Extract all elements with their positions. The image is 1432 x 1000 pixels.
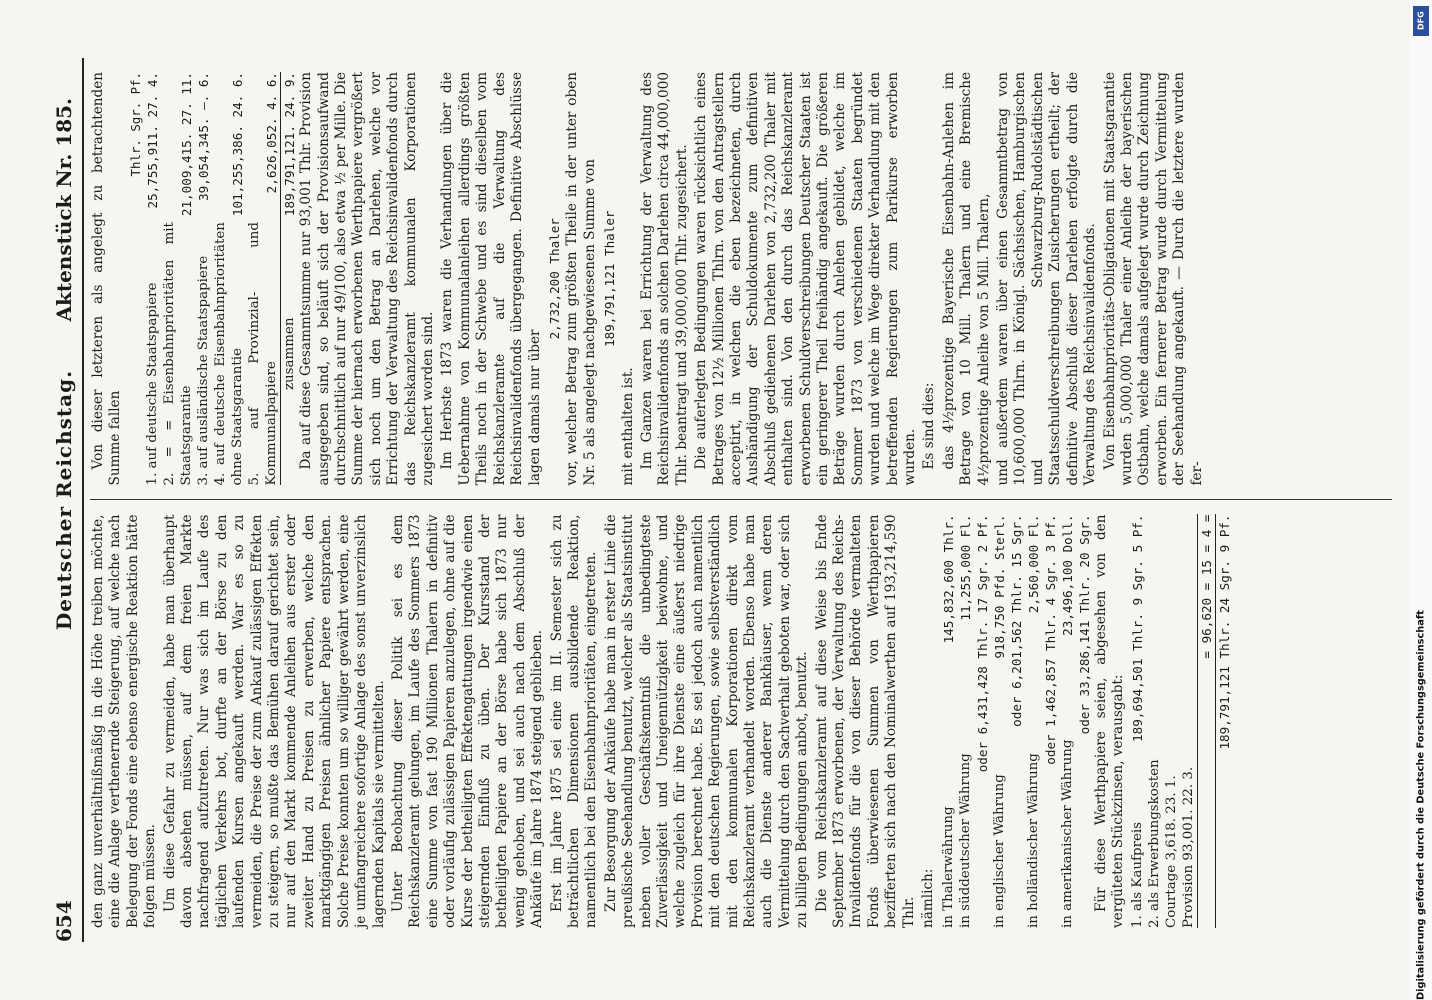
table-row — [1025, 515, 1042, 929]
paragraph: das 4½prozentige Bayerische Eisenbahn-Anlehen im Betrage von 10 Mill. Thalern und eine Bremische 4½prozentige Anleihe von 5 Mill. Thalern, — [940, 72, 992, 486]
paragraph: Von dieser letzteren als angelegt zu betrachtenden Summe fallen — [90, 72, 124, 486]
currency-equivalent: oder 33,286,141 Thlr. 20 Sgr. — [1076, 514, 1092, 735]
table-row — [1008, 515, 1025, 929]
currency-equivalent: oder 1,462,857 Thlr. 4 Sgr. 3 Pf. — [1042, 514, 1058, 765]
investment-amount: 2,626,052. 4. 6. — [264, 72, 280, 194]
costs-table — [1129, 515, 1233, 929]
left-column — [90, 500, 1392, 943]
investment-label: 2. = = Eisenbahnprioritäten mit Staatsgarantie — [162, 222, 195, 486]
paragraph: nämlich: — [920, 868, 937, 928]
currency-amount: 2,560,000 Fl. — [1025, 514, 1041, 614]
paragraph: Es sind dies: — [921, 382, 938, 470]
table-row — [991, 515, 1008, 929]
total-label: zusammen — [281, 216, 299, 485]
paragraph: Im Herbste 1873 waren die Verhandlungen über die Uebernahme von Kommunalanleihen allerdings größten Theils noch in der Schwebe und es sind dieselben vom Reichskanzleramte auf die Verwaltung des Reichsinvalidenfonds übergegangen. Definitive Abschlüsse lagen damals nur über — [439, 72, 543, 486]
units-header: Thlr. Sgr. Pf. — [127, 72, 143, 177]
table-row — [144, 72, 161, 486]
document-number: Aktenstück Nr. 185. — [52, 98, 76, 322]
table-row — [940, 515, 957, 929]
table-row — [957, 515, 974, 929]
currency-table — [940, 515, 1093, 929]
dfg-logo: DFG — [1413, 6, 1429, 36]
page-number: 654 — [52, 900, 76, 942]
investment-amount: 21,009,415. 27. 11. — [179, 72, 195, 217]
right-column — [90, 58, 1392, 500]
currency-amount: 918,750 Pfd. Sterl. — [991, 514, 1007, 659]
currency-amount: 23,496,100 Doll. — [1059, 514, 1075, 636]
centered-figure: 2,732,200 Thaler — [546, 218, 562, 340]
paragraph: und außerdem waren über einen Gesammtbetrag von 10,600,000 Thlrn. in Königl. Sächsischen, Hamburgischen und Schwarzburg-Rudolstädtischen Staatsschuldverschreibungen Zusicherungen ertheilt; der definitive Abschluß dieser Darlehen erfolgte durch die Verwaltung des Reichsinvalidenfonds. — [995, 72, 1099, 486]
currency-amount: 11,255,000 Fl. — [957, 514, 973, 621]
table-row — [1180, 515, 1198, 929]
table-row — [1129, 515, 1146, 929]
table-row — [246, 72, 281, 486]
paragraph: Die vom Reichskanzleramt auf diese Weise bis Ende September 1873 erworbenen, der Verwaltung des Reichs-Invalidenfonds für die von dieser Behörde vermalteten Fonds überwiesenen Summen von Werthpapieren bezifferten sich nach den Nominalwerthen auf 193,214,590 Thlr. — [813, 514, 917, 928]
paragraph: den ganz unverhältnißmäßig in die Höhe treiben möchte, eine die Anlage verthenernde Steigerung, auf welche nach Belegung der Fonds eine ebenso energische Reaktion hätte folgen müssen. — [90, 514, 159, 928]
paragraph: Unter Beobachtung dieser Politik sei es dem Reichskanzleramt gelungen, im Laufe des Sommers 1873 eine Summe von fast 190 Millionen Thalern in definitiv oder vorläufig zulässigen Papieren anzulegen, ohne auf die Kurse der betheiligten Effektengattungen irgendwie einen steigernden Einfluß zu üben. Der Kursstand der betheiligten Papiere an der Börse habe sich 1873 nur wenig gehoben, und sei auch nach dem Abschluß der Ankäufe im Jahre 1874 steigend geblieben. — [389, 514, 546, 928]
cost-label: Courtage 3,618. 23. 1. — [1164, 775, 1180, 928]
investment-label: 3. auf ausländische Staatspapiere — [196, 255, 212, 486]
running-head — [46, 58, 84, 942]
currency-label: in süddeutscher Währung — [957, 753, 973, 928]
paragraph: vor, welcher Betrag zum größten Theile in der unter oben Nr. 5 als angelegt nachgewiesenen Summe von — [564, 72, 598, 486]
page-title: Deutscher Reichstag. — [52, 369, 76, 631]
total-amount: 189,791,121. 24. 9. — [282, 72, 298, 217]
currency-amount: 145,832,600 Thlr. — [940, 514, 956, 644]
table-row — [1076, 515, 1093, 929]
paragraph: Von Eisenbahnprioritäts-Obligationen mit Staatsgarantie wurden 5,000,000 Thaler einer Anleihe der bayerischen Ostbahn, welche damals aufgelegt wurde durch Zeichnung erworben. Ein fernerer Betrag wurde durch Vermittelung der Seehandlung angekauft. — Durch die letztere wurden fer- — [1101, 72, 1205, 486]
currency-equivalent: oder 6,431,428 Thlr. 17 Sgr. 2 Pf. — [974, 514, 990, 773]
cost-label: Provision 93,001. 22. 3. — [1181, 766, 1197, 928]
table-row — [212, 72, 246, 486]
paragraph: Um diese Gefahr zu vermeiden, habe man überhaupt davon absehen müssen, auf dem freien Markte nachfragend aufzutreten. Nur was sich im Laufe des täglichen Verkehrs bot, durfte an der Börse zu den laufenden Kursen angekauft werden. War es so zu vermeiden, die Preise der zum Ankauf zulässigen Effekten zu steigern, so mußte das Bemühen darauf gerichtet sein, nur auf den Markt kommende Anleihen aus erster oder zweiter Hand zu Preisen zu erwerben, welche den marktgängigen Preisen ähnlicher Papiere entsprachen. Solche Preise konnten um so williger gewährt werden, eine je umfangreichere sofortige Anlage des sonst unverzinslich lagernden Kapitals sie vermittelten. — [161, 514, 387, 928]
paragraph: Für diese Werthpapiere seien, abgesehen von den vergüteten Stückzinsen, verausgabt: — [1092, 514, 1126, 928]
table-row — [281, 72, 299, 486]
cost-amount: 189,694,501 Thlr. 9 Sgr. 5 Pf. — [1130, 514, 1146, 742]
table-row — [1059, 515, 1076, 929]
costs-total: 189,791,121 Thlr. 24 Sgr. 9 Pf. — [1216, 515, 1234, 929]
paragraph: Da auf diese Gesammtsumme nur 93,001 Thlr. Provision ausgegeben sind, so beläuft sich der Provisionsaufwand durchschnittlich auf nur 49/100, also etwa ½ per Mille. Die Summe der hiernach erworbenen Werthpapiere vergrößert sich noch um den Betrag an Darlehen, welche vor Errichtung der Verwaltung des Reichsinvalidenfonds durch das Reichskanzleramt kommunalen Korporationen zugesichert worden sind. — [298, 72, 437, 486]
costs-subtotal: = 96,620 = 15 = 4 = — [1198, 515, 1216, 929]
cost-label: 1. als Kaufpreis — [1130, 821, 1146, 928]
table-row — [1146, 515, 1163, 929]
currency-label: in amerikanischer Währung — [1059, 739, 1075, 928]
investment-amount: 25,755,911. 27. 4. — [145, 72, 161, 209]
investment-label: 1. auf deutsche Staatspapiere — [145, 282, 161, 486]
table-row — [1198, 515, 1216, 929]
currency-label: in englischer Währung — [991, 774, 1007, 928]
cost-label: 2. als Erwerbungskosten — [1147, 759, 1163, 928]
investment-amount: 101,255,386. 24. 6. — [230, 72, 246, 217]
paragraph: Im Ganzen waren bei Errichtung der Verwaltung des Reichsinvalidenfonds an solchen Darlehen circa 44,000,000 Thlr. beantragt und 39,000,000 Thlr. zugesichert. — [638, 72, 690, 486]
centered-figure: 189,791,121 Thaler — [602, 210, 618, 347]
investment-label: 5. auf Provinzial- und Kommunalpapiere — [247, 222, 280, 486]
table-row — [1216, 515, 1234, 929]
text-columns — [90, 58, 1392, 942]
investment-table — [144, 72, 298, 486]
paragraph: Die auferlegten Bedingungen waren rücksichtlich eines Betrages von 12½ Millionen Thlrn. von den Antragstellern acceptirt, in welchen die eben bezeichneten, durch Aushändigung der Schuldokumente zum definitiven Abschluß gediehenen Darlehen von 2,732,200 Thaler mit enthalten sind. Von den durch das Reichskanzleramt erworbenen Schuldverschreibungen Deutscher Staaten ist ein geringerer Theil freihändig angekauft. Die größeren Beträge wurden durch Anlehen gebildet, welche im Sommer 1873 von verschiedenen Staaten begründet wurden und welche im Wege direkter Verhandlung mit den betreffenden Regierungen zum Parikurse erworben wurden. — [693, 72, 919, 486]
paragraph: Zur Besorgung der Ankäufe habe man in erster Linie die preußische Seehandlung benutzt, welcher als Staatsinstitut neben voller Geschäftskenntniß die unbedingteste Zuverlässigkeit und Uneigennützigkeit beiwohne, und welche zugleich für ihre Dienste eine äußerst niedrige Provision berechnet habe. Es sei jedoch auch namentlich mit den deutschen Regierungen, sowie selbstverständlich mit den kommunalen Korporationen direkt vom Reichskanzleramt verhandelt worden. Ebenso habe man auch die Dienste anderer Bankhäuser, wenn deren Vermittelung durch den Sachverhalt geboten war, oder sich zu billigen Bedingungen anbot, benutzt. — [602, 514, 811, 928]
currency-label: in Thalerwährung — [940, 806, 956, 928]
table-row — [195, 72, 212, 486]
digitization-note: Digitalisierung gefördert durch die Deutsche Forschungsgemeinschaft — [1415, 610, 1427, 1000]
table-row — [161, 72, 195, 486]
paragraph: mit enthalten ist. — [619, 367, 636, 486]
currency-label: in holländischer Währung — [1025, 753, 1041, 928]
currency-equivalent: oder 6,201,562 Thlr. 15 Sgr. — [1008, 514, 1024, 727]
table-row — [1042, 515, 1059, 929]
investment-amount: 39,054,345. —. 6. — [196, 72, 212, 201]
paragraph: Erst im Jahre 1875 sei eine im II. Semester sich zu beträchtlichen Dimensionen ausbildende Reaktion, namentlich bei den Eisenbahnprioritäten, eingetreten. — [548, 514, 600, 928]
investment-label: 4. auf deutsche Eisenbahnprioritäten ohne Staatsgarantie — [213, 222, 246, 486]
table-row — [974, 515, 991, 929]
table-row — [1163, 515, 1180, 929]
